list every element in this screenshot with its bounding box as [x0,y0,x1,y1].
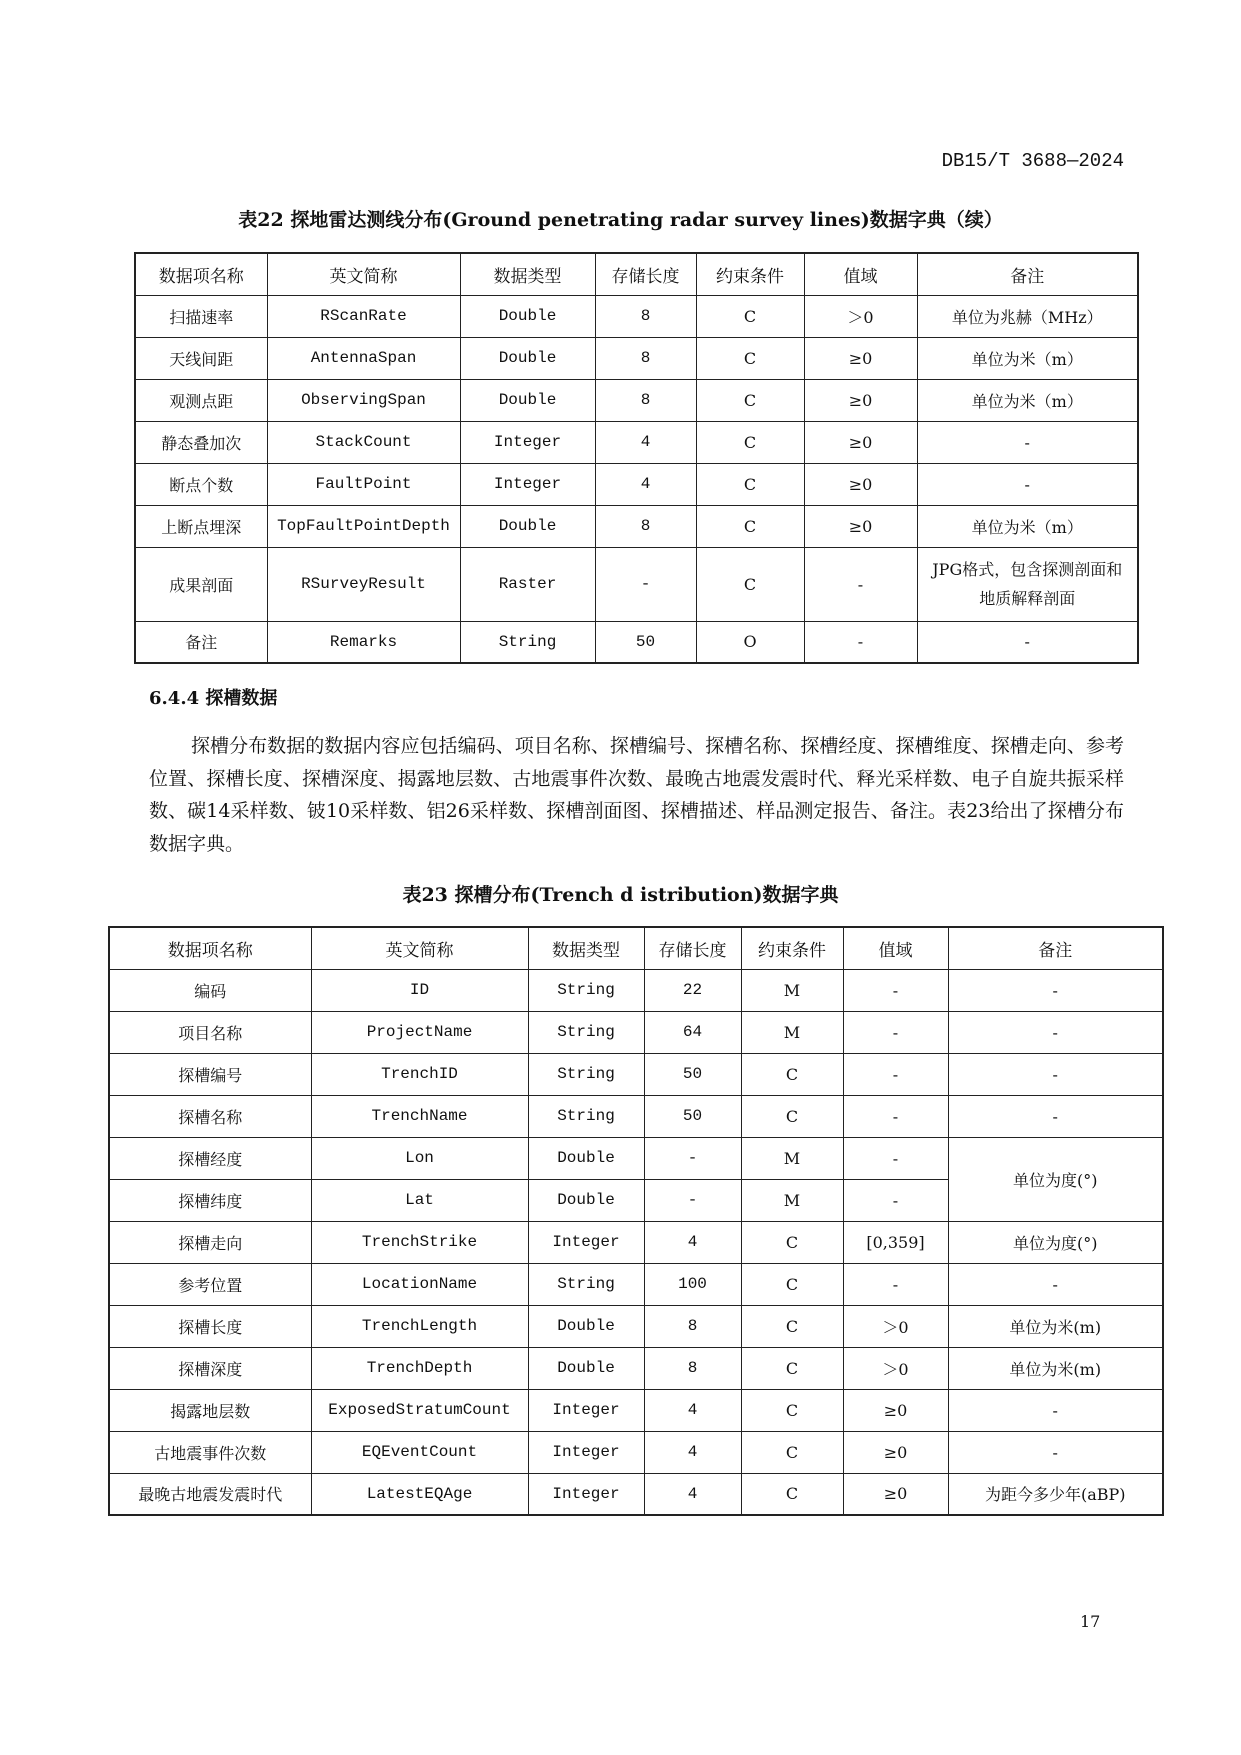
table-row [135,505,1138,547]
column-header: 数据类型 [528,927,644,969]
table-cell: 4 [644,1389,741,1431]
table-cell: EQEventCount [311,1431,528,1473]
section-heading: 6.4.4 探槽数据 [149,688,278,709]
table-cell: - [917,421,1138,463]
table-cell: 单位为度(°) [948,1137,1163,1221]
table-row [135,421,1138,463]
table-cell: 探槽名称 [109,1095,311,1137]
column-header: 值域 [843,927,948,969]
table-cell: 探槽长度 [109,1305,311,1347]
table-cell: TrenchStrike [311,1221,528,1263]
table-cell: ≥0 [804,379,917,421]
table-cell: 22 [644,969,741,1011]
table-cell: LocationName [311,1263,528,1305]
table23 [108,926,1164,1516]
table-cell: TopFaultPointDepth [267,505,460,547]
table-row [109,1095,1163,1137]
table-cell: Double [528,1347,644,1389]
table-cell: - [948,1431,1163,1473]
table-cell: 扫描速率 [135,295,267,337]
table-cell: Double [460,505,595,547]
table-cell: M [741,1179,843,1221]
table-cell: - [843,1263,948,1305]
table-cell: ≥0 [804,337,917,379]
table-cell: M [741,969,843,1011]
table-cell: 4 [595,463,696,505]
table-cell: 编码 [109,969,311,1011]
table-cell: C [741,1347,843,1389]
table-cell: - [917,463,1138,505]
column-header: 英文简称 [267,253,460,295]
table-cell: 8 [644,1305,741,1347]
table-row [109,1347,1163,1389]
table-cell: Double [528,1137,644,1179]
table-cell: ≥0 [804,421,917,463]
table-cell: 50 [644,1053,741,1095]
table-cell: - [595,547,696,621]
table-cell: ≥0 [804,505,917,547]
table-cell: ＞0 [843,1347,948,1389]
table-cell: 观测点距 [135,379,267,421]
table22-title: 表22 探地雷达测线分布(Ground penetrating radar survey lines)数据字典（续） [238,209,1003,231]
table-cell: Remarks [267,621,460,663]
column-header: 备注 [948,927,1163,969]
table-cell: String [528,1263,644,1305]
table-row [109,1305,1163,1347]
table-cell: C [696,547,804,621]
table-cell: - [948,1095,1163,1137]
table-cell: Double [460,337,595,379]
table-cell: - [804,621,917,663]
table-cell: FaultPoint [267,463,460,505]
table-cell: - [948,969,1163,1011]
table-cell: Lat [311,1179,528,1221]
table-cell: ≥0 [843,1431,948,1473]
table-cell: StackCount [267,421,460,463]
table-cell: Double [460,295,595,337]
table22 [134,252,1139,664]
table-row [135,379,1138,421]
table-cell: [0,359] [843,1221,948,1263]
table-cell: TrenchLength [311,1305,528,1347]
table-cell: ObservingSpan [267,379,460,421]
table-cell: 4 [644,1221,741,1263]
table-row [135,337,1138,379]
table-cell: RScanRate [267,295,460,337]
table-row [109,1431,1163,1473]
table-cell: 为距今多少年(aBP) [948,1473,1163,1515]
table-cell: 4 [644,1431,741,1473]
table-cell: Integer [528,1389,644,1431]
table-row [109,969,1163,1011]
table-cell: 参考位置 [109,1263,311,1305]
table-cell: 探槽走向 [109,1221,311,1263]
table-cell: 100 [644,1263,741,1305]
column-header: 约束条件 [741,927,843,969]
table-cell: 50 [644,1095,741,1137]
table-row [135,547,1138,621]
table-cell: C [696,337,804,379]
header-row [135,253,1138,295]
table-cell: M [741,1137,843,1179]
table-cell: C [741,1263,843,1305]
table-cell: ID [311,969,528,1011]
table-cell: - [843,969,948,1011]
table-cell: M [741,1011,843,1053]
table-cell: AntennaSpan [267,337,460,379]
table-cell: - [843,1095,948,1137]
table-cell: 古地震事件次数 [109,1431,311,1473]
table-cell: Double [528,1179,644,1221]
table-cell: - [948,1011,1163,1053]
table-cell: 单位为兆赫（MHz） [917,295,1138,337]
table-row [109,1053,1163,1095]
table-cell: 8 [595,337,696,379]
table-cell: - [948,1263,1163,1305]
table-cell: 8 [595,379,696,421]
table-cell: - [843,1011,948,1053]
table-cell: C [696,463,804,505]
table-cell: RSurveyResult [267,547,460,621]
table-row [109,1011,1163,1053]
table-cell: Double [460,379,595,421]
table-cell: C [696,505,804,547]
table-row [135,295,1138,337]
column-header: 值域 [804,253,917,295]
table-cell: C [741,1431,843,1473]
table-cell: - [644,1179,741,1221]
table-cell: JPG格式，包含探测剖面和地质解释剖面 [917,547,1138,621]
table-cell: TrenchName [311,1095,528,1137]
table-cell: C [741,1053,843,1095]
table-cell: 64 [644,1011,741,1053]
table-cell: 单位为米(m) [948,1347,1163,1389]
table-cell: 8 [595,295,696,337]
column-header: 数据项名称 [109,927,311,969]
table-cell: 单位为度(°) [948,1221,1163,1263]
body-paragraph: 探槽分布数据的数据内容应包括编码、项目名称、探槽编号、探槽名称、探槽经度、探槽维度、探槽走向、参考位置、探槽长度、探槽深度、揭露地层数、古地震事件次数、最晚古地震发震时代、释光采样数、电子自旋共振采样数、碳14采样数、铍10采样数、铝26采样数、探槽剖面图、探槽描述、样品测定报告、备注。表23给出了探槽分布数据字典。 [149,735,1124,855]
table-cell: String [460,621,595,663]
table-cell: ＞0 [804,295,917,337]
table-cell: 天线间距 [135,337,267,379]
column-header: 存储长度 [595,253,696,295]
table-row [109,1389,1163,1431]
table-cell: - [644,1137,741,1179]
table-cell: 静态叠加次 [135,421,267,463]
table-cell: ＞0 [843,1305,948,1347]
table-cell: 成果剖面 [135,547,267,621]
table-cell: C [696,379,804,421]
table-cell: C [741,1221,843,1263]
table-cell: C [741,1473,843,1515]
table-cell: 8 [644,1347,741,1389]
table-cell: 上断点埋深 [135,505,267,547]
table-cell: 探槽深度 [109,1347,311,1389]
table-cell: 探槽经度 [109,1137,311,1179]
table-cell: C [741,1389,843,1431]
table-cell: Raster [460,547,595,621]
table-row [109,1473,1163,1515]
table-cell: 8 [595,505,696,547]
table-cell: 4 [595,421,696,463]
column-header: 约束条件 [696,253,804,295]
table-cell: - [948,1389,1163,1431]
table-cell: - [843,1179,948,1221]
table-cell: ExposedStratumCount [311,1389,528,1431]
column-header: 存储长度 [644,927,741,969]
table-cell: 单位为米（m） [917,379,1138,421]
table-cell: ProjectName [311,1011,528,1053]
table-cell: Double [528,1305,644,1347]
table-cell: 50 [595,621,696,663]
table-cell: String [528,1053,644,1095]
table-cell: TrenchDepth [311,1347,528,1389]
table-cell: 断点个数 [135,463,267,505]
table-cell: 探槽纬度 [109,1179,311,1221]
table-cell: C [741,1305,843,1347]
table-cell: Integer [460,463,595,505]
table-cell: Integer [528,1473,644,1515]
table-cell: Integer [528,1221,644,1263]
standard-number: DB15/T 3688—2024 [941,150,1124,172]
column-header: 英文简称 [311,927,528,969]
table-cell: ≥0 [843,1473,948,1515]
table-cell: ≥0 [843,1389,948,1431]
table-cell: 项目名称 [109,1011,311,1053]
table-cell: C [696,295,804,337]
table-row [109,1263,1163,1305]
table-cell: TrenchID [311,1053,528,1095]
column-header: 备注 [917,253,1138,295]
table-cell: String [528,969,644,1011]
table-cell: 揭露地层数 [109,1389,311,1431]
table-cell: C [741,1095,843,1137]
table-cell: 4 [644,1473,741,1515]
table-cell: - [843,1137,948,1179]
table-cell: - [804,547,917,621]
table-cell: Integer [460,421,595,463]
table-cell: 单位为米（m） [917,337,1138,379]
column-header: 数据项名称 [135,253,267,295]
page-number: 17 [1080,1612,1101,1631]
table-cell: String [528,1011,644,1053]
table-cell: 备注 [135,621,267,663]
header-row [109,927,1163,969]
table23-title: 表23 探槽分布(Trench d istribution)数据字典 [402,884,839,906]
table-cell: 单位为米(m) [948,1305,1163,1347]
table-row [109,1221,1163,1263]
table-cell: Integer [528,1431,644,1473]
table-row [135,463,1138,505]
column-header: 数据类型 [460,253,595,295]
table-cell: ≥0 [804,463,917,505]
table-cell: - [917,621,1138,663]
table-cell: - [948,1053,1163,1095]
table-cell: LatestEQAge [311,1473,528,1515]
table-row [109,1137,1163,1179]
table-row [135,621,1138,663]
table-cell: 最晚古地震发震时代 [109,1473,311,1515]
table-cell: Lon [311,1137,528,1179]
table-cell: 探槽编号 [109,1053,311,1095]
table-cell: String [528,1095,644,1137]
table-cell: - [843,1053,948,1095]
table-cell: 单位为米（m） [917,505,1138,547]
table-cell: C [696,421,804,463]
table-cell: O [696,621,804,663]
